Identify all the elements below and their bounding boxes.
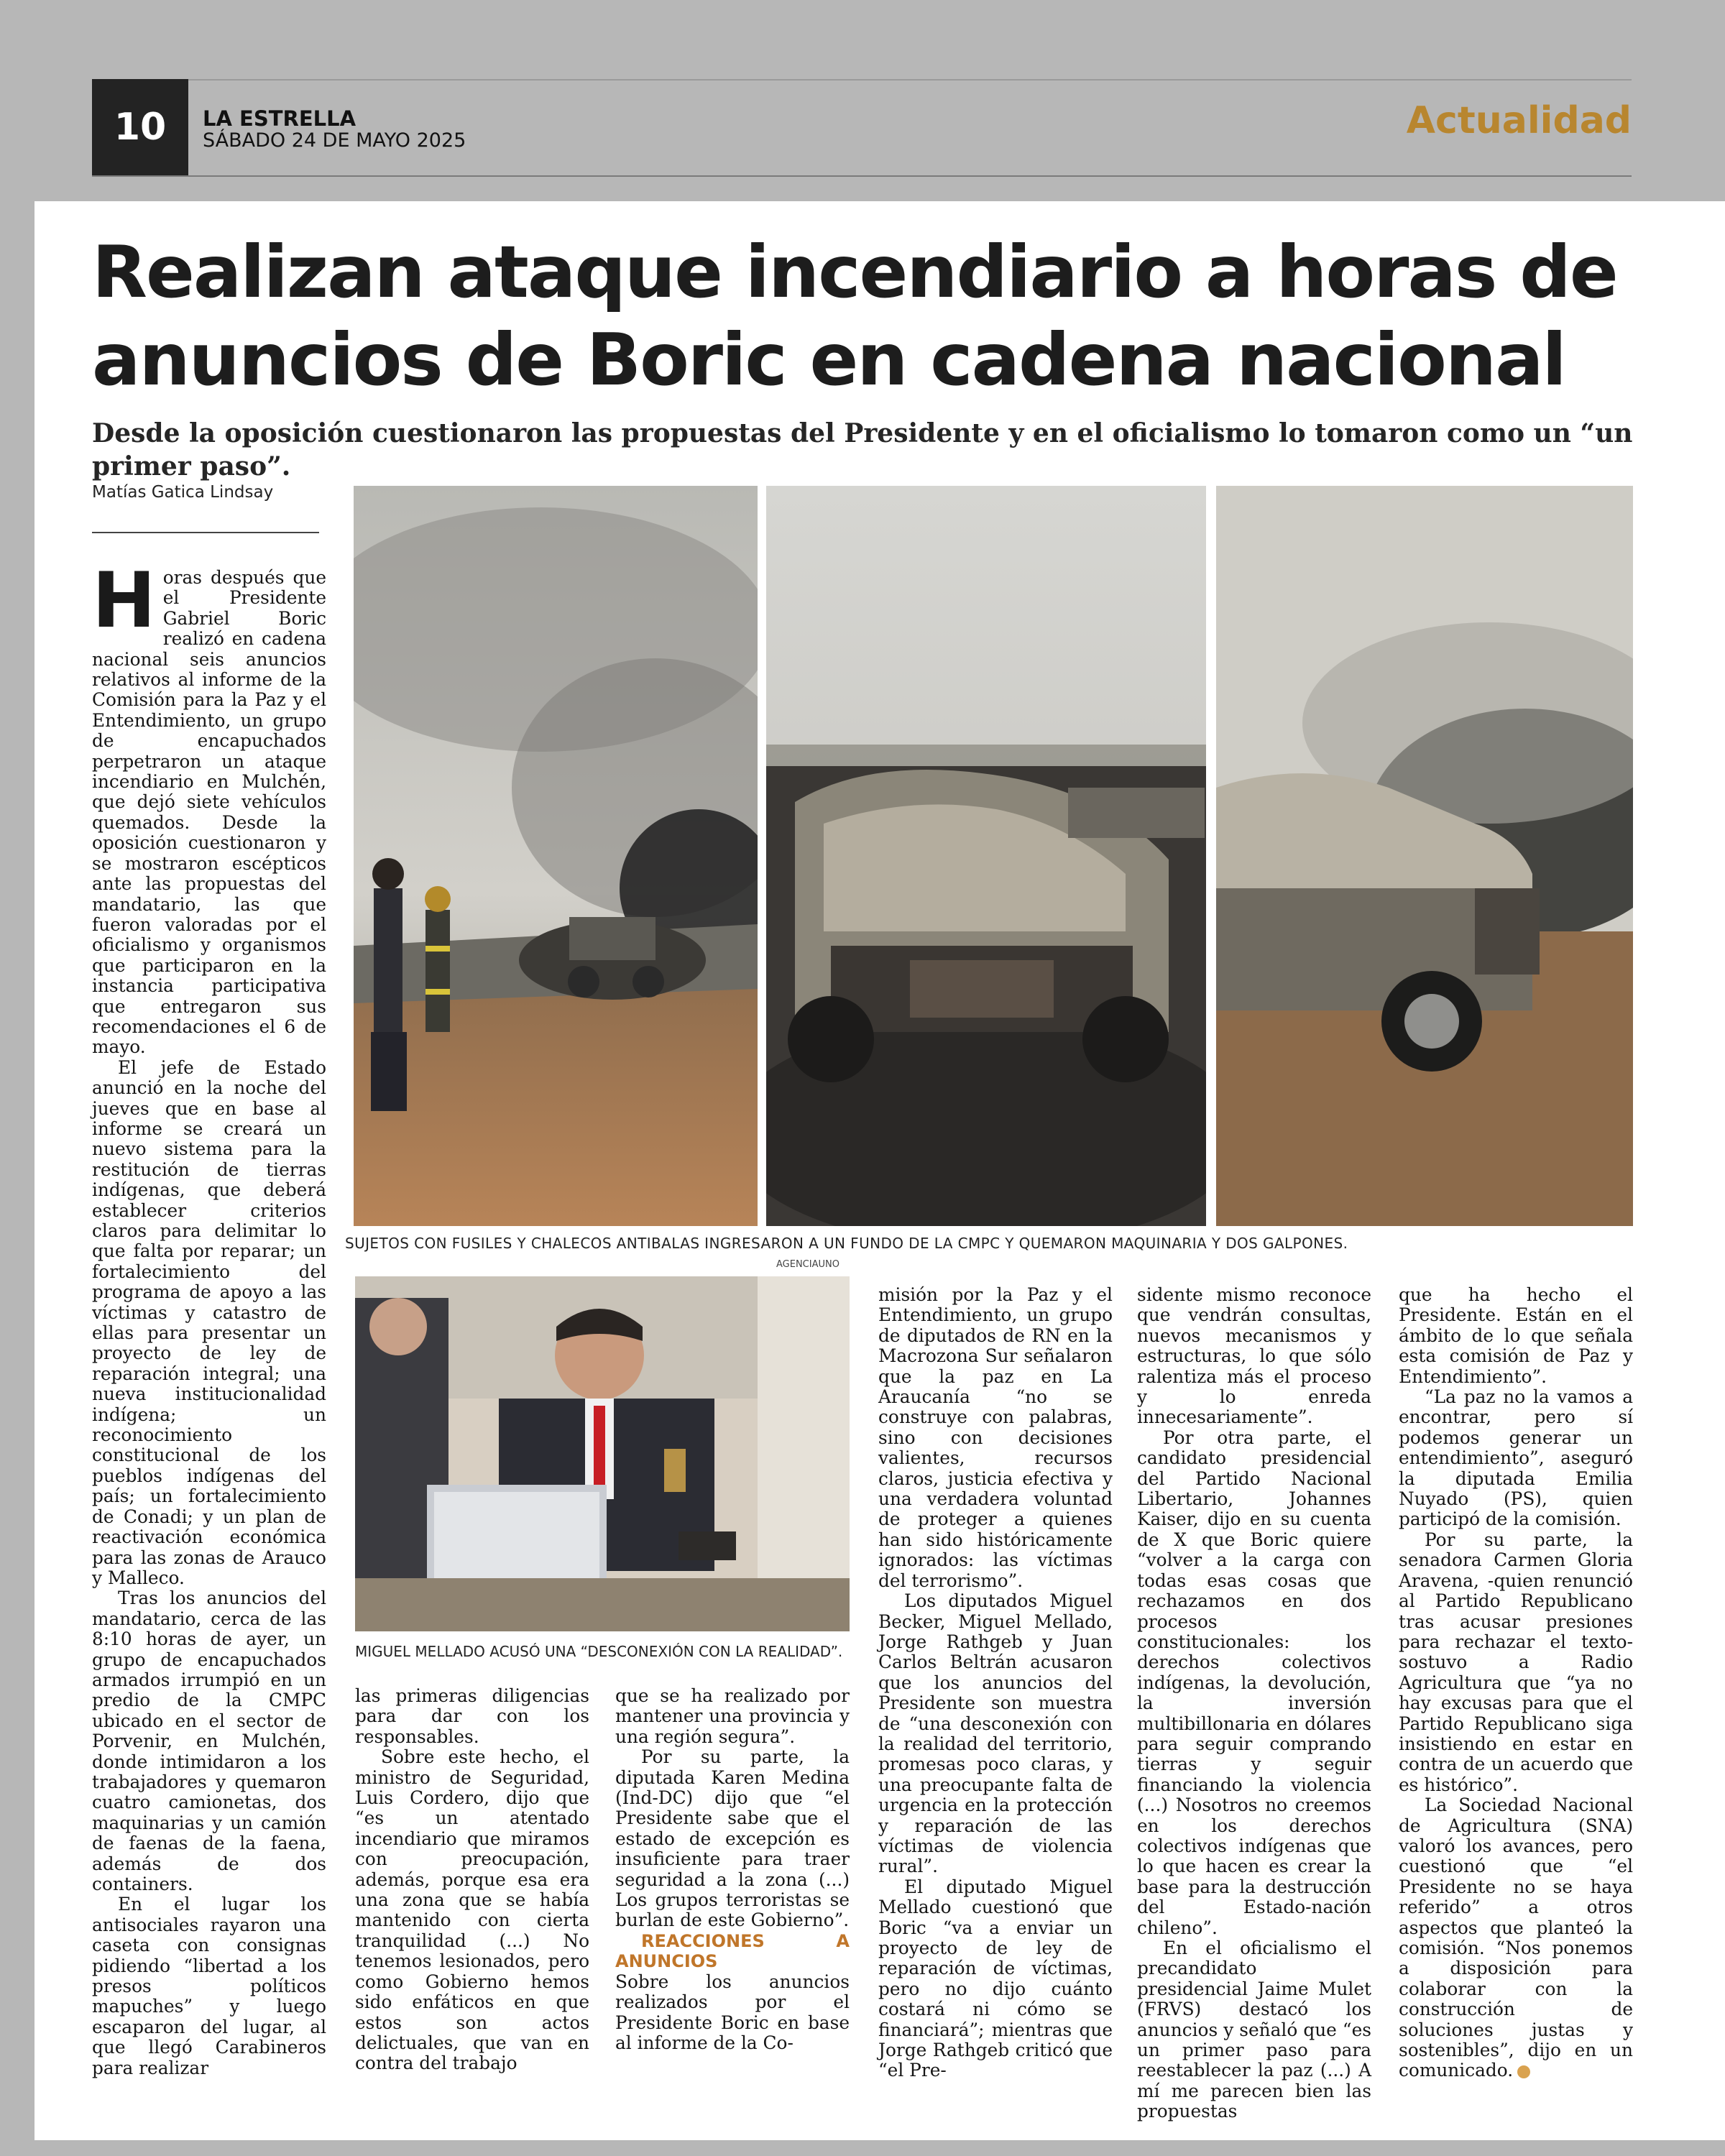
article-paragraph: Sobre este hecho, el ministro de Seguridad, Luis Cordero, dijo que “es un atentado incendiario que miramos con preocupación, además, porque esa era una zona que se había mantenido con cierta tranquilidad (...) No tenemos lesionados, pero como Gobierno hemos sido enfáticos en que estos son actos delictuales, que van en contra del trabajo [355, 1746, 589, 2074]
article-paragraph: Los diputados Miguel Becker, Miguel Mellado, Jorge Rathgeb y Juan Carlos Beltrán acusaron que los anuncios del Presidente son muestra de “una desconexión con la realidad del territorio, promesas poco claras, y una preocupante falta de urgencia en la protección y reparación de las víctimas de violencia rural”. [878, 1590, 1113, 1877]
article-paragraph: La Sociedad Nacional de Agricultura (SNA) valoró los avances, pero cuestionó que “el Presidente no se haya referido” a otros aspectos que planteó la comisión. “Nos ponemos a disposición para colaborar con la construcción de soluciones justas y sostenibles”, dijo en un comunicado. [1399, 1795, 1633, 2081]
article-paragraph: Horas después que el Presidente Gabriel Boric realizó en cadena nacional seis anuncios relativos al informe de la Comisión para la Paz y el Entendimiento, un grupo de encapuchados perpetraron un ataque incendiario en Mulchén, que dejó siete vehículos quemados. Desde la oposición cuestionaron y se mostraron escépticos ante las propuestas del mandatario, las que fueron valoradas por el oficialismo y organismos que participaron en la instancia participativa que entregaron sus recomendaciones el 6 de mayo. [92, 556, 326, 1058]
article-paragraph: que ha hecho el Presidente. Están en el ámbito de lo que señala esta comisión de Paz y Entendimiento”. [1399, 1284, 1633, 1387]
article-paragraph: En el lugar los antisociales rayaron una caseta con consignas pidiendo “libertad a los presos políticos mapuches” y luego escaparon del lugar, al que llegó Carabineros para realizar [92, 1894, 326, 2078]
photo-caption-bottom: MIGUEL MELLADO ACUSÓ UNA “DESCONEXIÓN CON LA REALIDAD”. [355, 1643, 843, 1660]
article-column-3 [615, 1686, 850, 2053]
header-top-rule [188, 79, 1632, 80]
publication-name: LA ESTRELLA [203, 106, 356, 131]
article-column-6 [1399, 1285, 1633, 2081]
photo-burned-car-front [766, 486, 1206, 1226]
article-paragraph: “La paz no la vamos a encontrar, pero sí podemos generar un entendimiento”, aseguró la diputada Emilia Nuyado (PS), quien participó de la comisión. [1399, 1386, 1633, 1530]
article-paragraph: Por otra parte, el candidato presidencial del Partido Nacional Libertario, Johannes Kaiser, dijo en su cuenta de X que Boric quiere “volver a la carga con todas esas cosas que rechazamos en dos procesos constitucionales: los derechos colectivos indígenas, la devolución, la inversión multibillonaria en dólares para seguir comprando tierras y seguir financiando la violencia (...) Nosotros no creemos en los derechos colectivos indígenas que lo que hacen es crear la base para la destrucción del Estado-nación chileno”. [1137, 1427, 1371, 1938]
page-number: 10 [92, 79, 188, 175]
article-column-5 [1137, 1285, 1371, 2122]
photo-burned-car-side [1216, 486, 1633, 1226]
article-byline: Matías Gatica Lindsay [92, 483, 274, 502]
drop-cap: H [92, 556, 156, 645]
publication-date: SÁBADO 24 DE MAYO 2025 [203, 129, 466, 152]
end-mark-icon [1517, 2065, 1530, 2078]
article-paragraph: En el oficialismo el precandidato presidencial Jaime Mulet (FRVS) destacó los anuncios y señaló que “es un primer paso para reestablecer la paz (...) A mí me parecen bien las propuestas [1137, 1938, 1371, 2122]
section-subhead: REACCIONES A ANUNCIOS [615, 1930, 850, 1972]
article-paragraph: Sobre los anuncios realizados por el Presidente Boric en base al informe de la Co- [615, 1971, 850, 2053]
section-label: Actualidad [1406, 99, 1632, 142]
photo-miguel-mellado [355, 1276, 850, 1631]
article-paragraph: Tras los anuncios del mandatario, cerca de las 8:10 horas de ayer, un grupo de encapuchados armados irrumpió en un predio de la CMPC ubicado en el sector de Porvenir, en Mulchén, donde intimidaron a los trabajadores y quemaron cuatro camionetas, dos maquinarias y un camión de faenas de la faena, además de dos containers. [92, 1588, 326, 1894]
article-column-1 [92, 556, 326, 2078]
article-paragraph: que se ha realizado por mantener una provincia y una región segura”. [615, 1685, 850, 1747]
article-column-4 [878, 1285, 1113, 2081]
header-divider [92, 175, 1632, 177]
article-paragraph: sidente mismo reconoce que vendrán consultas, nuevos mecanismos y estructuras, lo que sólo ralentiza más el proceso y lo enreda innecesariamente”. [1137, 1284, 1371, 1428]
article-paragraph: Por su parte, la senadora Carmen Gloria Aravena, -quien renunció al Partido Republicano tras acusar presiones para rechazar el texto- sostuvo a Radio Agricultura que “ya no hay excusas para que el Partido Republicano siga insistiendo en estar en contra de un acuerdo que es histórico”. [1399, 1529, 1633, 1795]
article-paragraph: misión por la Paz y el Entendimiento, un grupo de diputados de RN en la Macrozona Sur señalaron que la paz en La Araucanía “no se construye con palabras, sino con decisiones valientes, recursos claros, justicia efectiva y una verdadera voluntad de proteger a quienes han sido históricamente ignorados: las víctimas del terrorismo”. [878, 1284, 1113, 1591]
article-paragraph: Por su parte, la diputada Karen Medina (Ind-DC) dijo que “el Presidente sabe que el estado de excepción es insuficiente para traer seguridad a la zona (...) Los grupos terroristas se burlan de este Gobierno”. [615, 1746, 850, 1931]
article-column-2 [355, 1686, 589, 2074]
article-headline: Realizan ataque incendiario a horas de anuncios de Boric en cadena nacional [92, 230, 1617, 402]
article-dek: Desde la oposición cuestionaron las propuestas del Presidente y en el oficialismo lo tomaron como un “un primer paso”. [92, 418, 1633, 482]
photo-credit-agency: AGENCIAUNO [776, 1259, 840, 1270]
article-paragraph: El jefe de Estado anunció en la noche del jueves que en base al informe se creará un nuevo sistema para la restitución de tierras indígenas, que deberá establecer criterios claros para delimitar lo que falta por reparar; un fortalecimiento del programa de apoyo a las víctimas y catastro de ellas para presentar un proyecto de ley de reparación integral; una nueva institucionalidad indígena; un reconocimiento constitucional de los pueblos indígenas del país; un fortalecimiento de Conadi; y un plan de reactivación económica para las zonas de Arauco y Malleco. [92, 1056, 326, 1588]
byline-divider [92, 532, 319, 533]
photo-firefighters [354, 486, 758, 1226]
article-paragraph: El diputado Miguel Mellado cuestionó que Boric “va a enviar un proyecto de ley de reparación de víctimas, pero no dijo cuánto costará ni cómo se financiará”; mientras que Jorge Rathgeb criticó que “el Pre- [878, 1876, 1113, 2081]
page-header [0, 0, 1725, 187]
article-paragraph: las primeras diligencias para dar con los responsables. [355, 1685, 589, 1747]
photo-caption-top: SUJETOS CON FUSILES Y CHALECOS ANTIBALAS INGRESARON A UN FUNDO DE LA CMPC Y QUEMARON MAQUINARIA Y DOS GALPONES. [345, 1235, 1348, 1252]
